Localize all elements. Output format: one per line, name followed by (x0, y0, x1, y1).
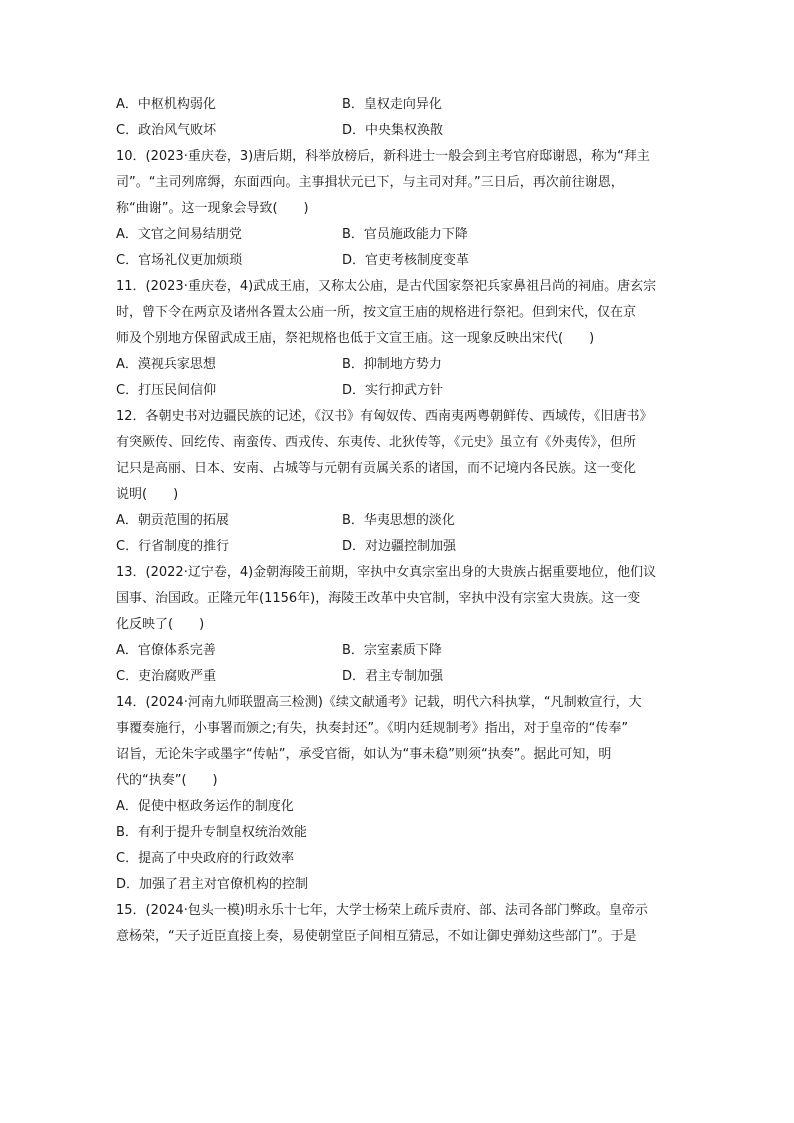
option-b: B．皇权走向异化 (342, 97, 442, 112)
question-text-line: 时，曾下令在两京及诸州各置太公庙一所，按文宣王庙的规格进行祭祀。但到宋代，仅在京 (116, 305, 637, 320)
option-a: A．朝贡范围的拓展 (116, 513, 229, 528)
options-row (116, 508, 688, 534)
question-12 (116, 404, 688, 560)
question-text-line: 10．(2023·重庆卷，3)唐后期，科举放榜后，新科进士一般会到主考官府邸谢恩，称为“拜主 (116, 149, 650, 164)
question-text-line: 司”。“主司列席缛，东面西向。主事揖状元已下，与主司对拜。”三日后，再次前往谢恩， (116, 175, 624, 190)
option-b: B．有利于提升专制皇权统治效能 (116, 825, 307, 840)
option-d: D．中央集权涣散 (342, 123, 444, 138)
options-row (116, 664, 688, 690)
question-text-line: 代的“执奏”( ) (116, 773, 218, 788)
question-text-line: 13．(2022·辽宁卷，4)金朝海陵王前期，宰执中女真宗室出身的大贵族占据重要地位，他们议 (116, 565, 657, 580)
question-text-line: 说明( ) (116, 487, 179, 502)
option-a: A．促使中枢政务运作的制度化 (116, 799, 294, 814)
question-text-line: 记只是高丽、日本、安南、占城等与元朝有贡属关系的诸国，而不记境内各民族。这一变化 (116, 461, 637, 476)
option-a: A．文官之间易结朋党 (116, 227, 242, 242)
option-d: D．加强了君主对官僚机构的控制 (116, 877, 309, 892)
option-a: A．漠视兵家思想 (116, 357, 216, 372)
question-text-line: 15．(2024·包头一模)明永乐十七年，大学士杨荣上疏斥责府、部、法司各部门弊政。皇帝示 (116, 903, 648, 918)
question-text-line: 12．各朝史书对边疆民族的记述，《汉书》有匈奴传、西南夷两粤朝鲜传、西域传，《旧唐书》 (116, 409, 653, 424)
question-text-line: 14．(2024·河南九师联盟高三检测)《续文献通考》记载，明代六科执掌，“凡制敕宣行，大 (116, 695, 642, 710)
question-text-line: 诏旨，无论朱字或墨字“传帖”，承受官衙，如认为“事未稳”则须“执奏”。据此可知，明 (116, 747, 612, 762)
option-c: C．提高了中央政府的行政效率 (116, 851, 295, 866)
option-d: D．君主专制加强 (342, 669, 444, 684)
question-text-line: 意杨荣，“天子近臣直接上奏，易使朝堂臣子间相互猜忌，不如让御史弹劾这些部门”。于是 (116, 929, 637, 944)
option-c: C．吏治腐败严重 (116, 669, 217, 684)
options-row (116, 378, 688, 404)
option-b: B．华夷思想的淡化 (342, 513, 455, 528)
question-10 (116, 144, 688, 274)
question-list (116, 92, 688, 950)
question-text-line: 国事、治国政。正隆元年(1156年)，海陵王改革中央官制，宰执中没有宗室大贵族。这一变 (116, 591, 641, 606)
option-b: B．抑制地方势力 (342, 357, 442, 372)
question-11 (116, 274, 688, 404)
option-a: A．官僚体系完善 (116, 643, 216, 658)
question-15 (116, 898, 688, 950)
option-a: A．中枢机构弱化 (116, 97, 216, 112)
option-d: D．对边疆控制加强 (342, 539, 457, 554)
option-c: C．官场礼仪更加烦琐 (116, 253, 243, 268)
option-c: C．政治风气败坏 (116, 123, 217, 138)
option-b: B．宗室素质下降 (342, 643, 442, 658)
options-row (116, 534, 688, 560)
question-14 (116, 690, 688, 898)
options-row (116, 118, 688, 144)
option-d: D．实行抑武方针 (342, 383, 444, 398)
question-text-line: 化反映了( ) (116, 617, 205, 632)
options-row (116, 248, 688, 274)
options-row (116, 352, 688, 378)
option-c: C．行省制度的推行 (116, 539, 230, 554)
option-b: B．官员施政能力下降 (342, 227, 468, 242)
option-d: D．官吏考核制度变革 (342, 253, 470, 268)
question-text-line: 11．(2023·重庆卷，4)武成王庙，又称太公庙，是古代国家祭祀兵家鼻祖吕尚的祠庙。唐玄宗 (116, 279, 657, 294)
question-13 (116, 560, 688, 690)
question-text-line: 师及个别地方保留武成王庙，祭祀规格也低于文宣王庙。这一现象反映出宋代( ) (116, 331, 595, 346)
options-row (116, 92, 688, 118)
option-c: C．打压民间信仰 (116, 383, 217, 398)
question-text-line: 事覆奏施行，小事署而颁之;有失，执奏封还”。《明内廷规制考》指出，对于皇帝的“传奉” (116, 721, 629, 736)
question-text-line: 有突厥传、回纥传、南蛮传、西戎传、东夷传、北狄传等，《元史》虽立有《外夷传》，但所 (116, 435, 637, 450)
options-row (116, 638, 688, 664)
question-text-line: 称“曲谢”。这一现象会导致( ) (116, 201, 309, 216)
options-row (116, 222, 688, 248)
